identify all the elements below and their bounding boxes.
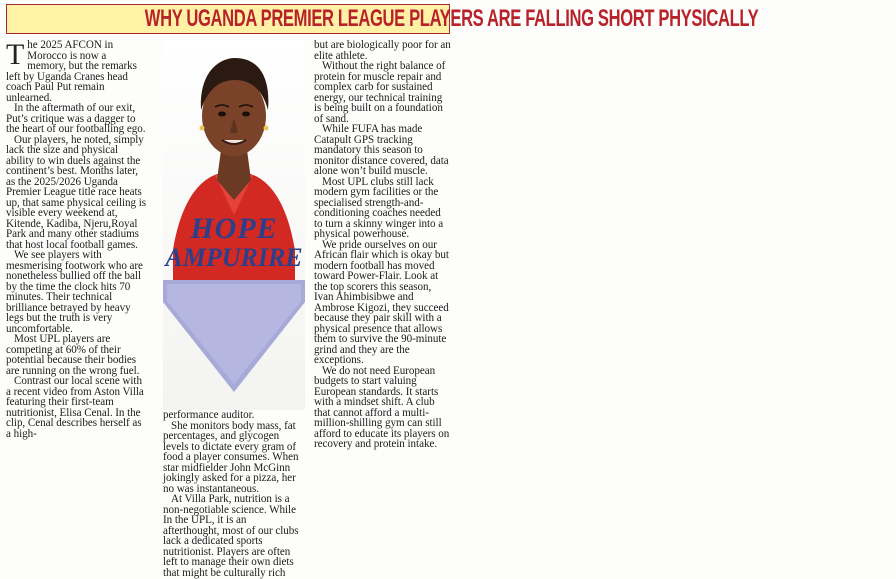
article-column-3 [314,40,451,536]
paragraph: She monitors body mass, fat percentages, and glycogen levels to dictate every gram of food a player consumes. When star midfielder John McGinn jokingly asked for a pizza, her no was instantaneous. [163,419,299,495]
portrait-illustration [163,40,305,410]
columnist-photo [163,40,305,410]
paragraph: While FUFA has made Catapult GPS tracking mandatory this season to monitor distance covered, data alone won’t build muscle. [314,123,449,177]
paragraph: but are biologically poor for an elite athlete. [314,39,451,62]
article-column-2 [163,409,305,579]
paragraph: We pride ourselves on our African flair which is okay but modern football has moved toward Power-Flair. Look at the top scorers this season, Ivan Ahimbisibwe and Ambrose Kigozi, they succeed because they pair skill with a physical presence that allows them to survive the 90-minute grind and they are the exceptions. [314,238,449,366]
paragraph: Our players, he noted, simply lack the size and physical ability to win duels against the continent’s best. Months later, as the 2025/2026 Uganda Premier League title race heats up, that same physical ceiling is visible every weekend at, Kitende, Kadiba, Njeru,Royal Park and many other stadiums that host local football games. [6,133,147,251]
paragraph: Contrast our local scene with a recent video from Aston Villa featuring their first-team nutritionist, Elisa Cenal. In the clip, Cenal describes herself as a high- [6,375,144,440]
article-column-1 [6,40,147,536]
paragraph: In the aftermath of our exit, Put’s critique was a dagger to the heart of our footballing ego. [6,102,146,135]
paragraph: At Villa Park, nutrition is a non-negotiable science. While In the UPL, it is an afterthought, most of our clubs lack a dedicated sports nutritionist. Players are often left to manage their own diets that might be culturally rich [163,493,299,579]
paragraph: Most UPL clubs still lack modern gym facilities or the specialised strength-and-conditioning coaches needed to turn a skinny winger into a physical powerhouse. [314,175,444,240]
headline-text: WHY UGANDA PREMIER LEAGUE PLAYERS ARE FALLING SHORT PHYSICALLY [144,5,759,32]
dropcap: T [6,38,25,71]
headline-banner [6,4,759,34]
byline-first-name: HOPE [190,212,278,245]
paragraph: The 2025 AFCON in Morocco is now a memory, but the remarks left by Uganda Cranes head coach Paul Put remain unlearned. [6,38,137,104]
paragraph: Most UPL players are competing at 60% of their potential because their bodies are running on the wrong fuel. [6,333,140,377]
paragraph: Without the right balance of protein for muscle repair and complex carb for sustained energy, our technical training is being built on a foundation of sand. [314,60,446,125]
paragraph: We see players with mesmerising footwork who are nonetheless bullied off the ball by the time the clock hits 70 minutes. Their technical brilliance betrayed by heavy legs but the truth is very uncomfortable. [6,249,143,335]
paragraph: performance auditor. [163,409,255,421]
byline-last-name: AMPURIRE [165,243,303,272]
paragraph: We do not need European budgets to start valuing European standards. It starts with a mindset shift. A club that cannot afford a multi-million-shilling gym can still afford to educate its players on recovery and protein intake. [314,364,450,450]
